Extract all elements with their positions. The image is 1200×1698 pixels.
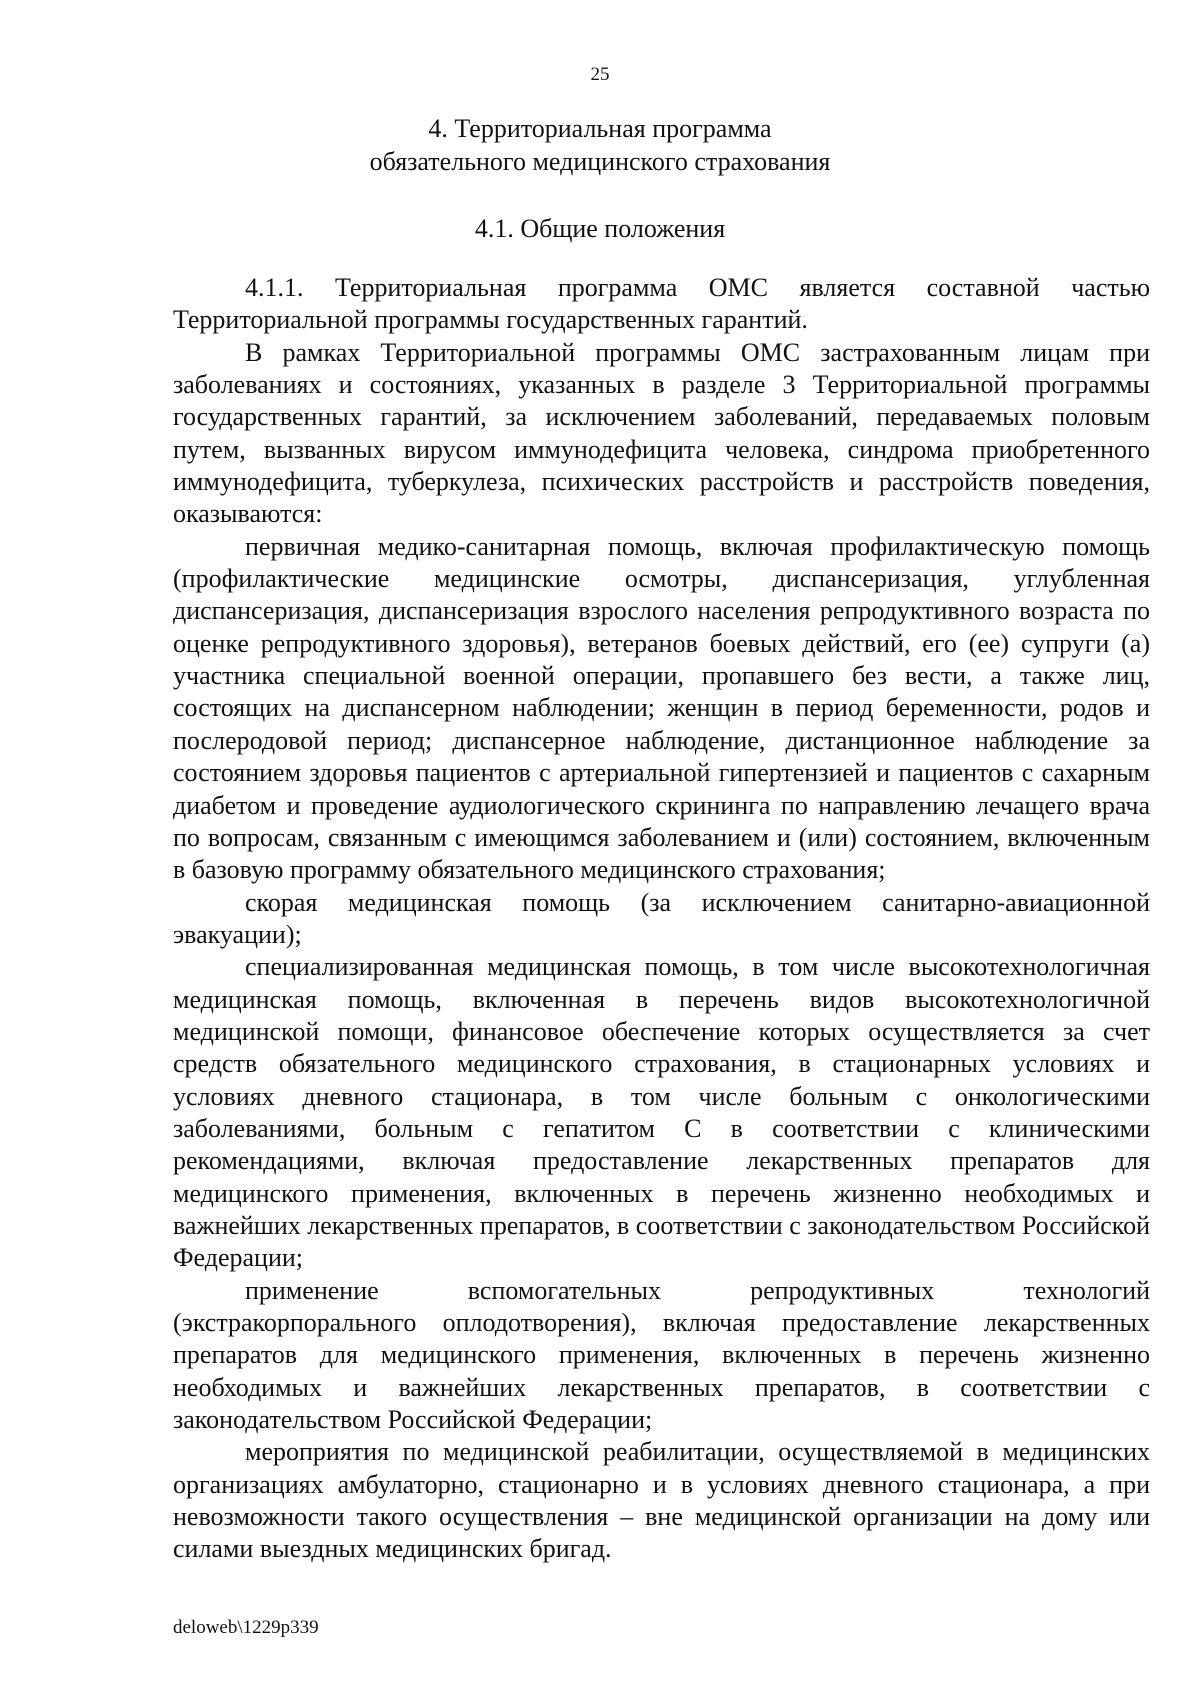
section-title-line-2: обязательного медицинского страхования (369, 147, 831, 176)
section-title-line-1: 4. Территориальная программа (428, 114, 772, 143)
paragraph-rehabilitation: мероприятия по медицинской реабилитации, осуществляемой в медицинских организациях амбулаторно, стационарно и в условиях дневного стационара, а при невозможности такого осуществления – вне медицинской организации на дому или силами выездных медицинских бригад. (173, 1437, 1150, 1564)
document-body (173, 272, 1150, 1566)
paragraph-reproductive-tech: применение вспомогательных репродуктивных технологий (экстракорпорального оплодотворения), включая предоставление лекарственных препаратов для медицинского применения, включенных в перечень жизненно необходимых и важнейших лекарственных препаратов, в соответствии с законодательством Российской Федерации; (173, 1275, 1150, 1435)
paragraph-specialized-care: специализированная медицинская помощь, в том числе высокотехнологичная медицинская помощь, включенная в перечень видов высокотехнологичной медицинской помощи, финансовое обеспечение которых осуществляется за счет средств обязательного медицинского страхования, в стационарных условиях и условиях дневного стационара, в том числе больным с онкологическими заболеваниями, больным с гепатитом С в соответствии с клиническими рекомендациями, включая предоставление лекарственных препаратов для медицинского применения, включенных в перечень жизненно необходимых и важнейших лекарственных препаратов, в соответствии с законодательством Российской Федерации; (173, 952, 1150, 1273)
paragraph-emergency-care: скорая медицинская помощь (за исключением санитарно-авиационной эвакуации); (173, 887, 1150, 949)
paragraph-primary-care: первичная медико-санитарная помощь, включая профилактическую помощь (профилактические медицинские осмотры, диспансеризация, углубленная диспансеризация, диспансеризация взрослого населения репродуктивного возраста по оценке репродуктивного здоровья), ветеранов боевых действий, его (ее) супруги (а) участника специальной военной операции, пропавшего без вести, а также лиц, состоящих на диспансерном наблюдении; женщин в период беременности, родов и послеродовой период; диспансерное наблюдение, дистанционное наблюдение за состоянием здоровья пациентов с артериальной гипертензией и пациентов с сахарным диабетом и проведение аудиологического скрининга по направлению лечащего врача по вопросам, связанным с имеющимся заболеванием и (или) состоянием, включенным в базовую программу обязательного медицинского страхования; (173, 531, 1150, 885)
paragraph-4-1-1: 4.1.1. Территориальная программа ОМС является составной частью Территориальной программы государственных гарантий. (173, 273, 1150, 335)
page-number: 25 (590, 64, 610, 85)
subsection-title: 4.1. Общие положения (474, 214, 726, 243)
section-title (0, 112, 1200, 178)
footer-document-code: deloweb\1229p339 (173, 1617, 319, 1638)
paragraph-oms-scope: В рамках Территориальной программы ОМС застрахованным лицам при заболеваниях и состояниях, указанных в разделе 3 Территориальной программы государственных гарантий, за исключением заболеваний, передаваемых половым путем, вызванных вирусом иммунодефицита человека, синдрома приобретенного иммунодефицита, туберкулеза, психических расстройств и расстройств поведения, оказываются: (173, 337, 1150, 529)
